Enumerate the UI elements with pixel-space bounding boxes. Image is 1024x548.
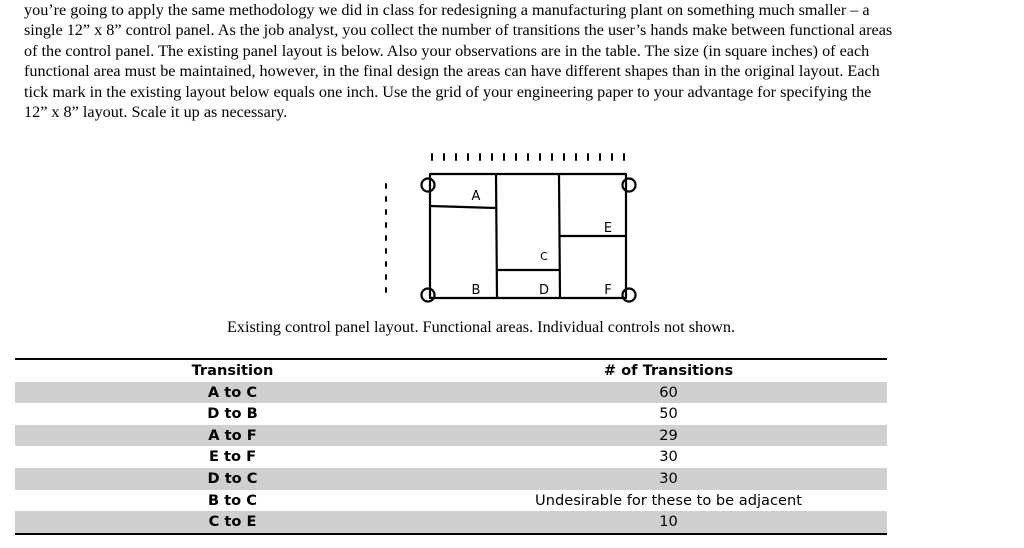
transitions-table [15, 358, 887, 535]
area-label-b: B [471, 283, 481, 298]
divider-a-b [430, 206, 496, 208]
statement-line: functional area must be maintained, however, in the final design the areas can have different shapes than in the original layout. Each [24, 62, 880, 81]
count-cell: 60 [450, 382, 887, 404]
area-label-f: F [604, 283, 612, 298]
table-row [15, 446, 887, 468]
area-label-c: C [540, 250, 548, 263]
mount-hole-icon [623, 289, 636, 302]
area-label-a: A [471, 189, 481, 204]
diagram-caption: Existing control panel layout. Functional areas. Individual controls not shown. [227, 318, 736, 336]
area-label-e: E [603, 221, 613, 236]
transition-cell: A to C [207, 383, 258, 401]
transition-cell: B to C [208, 491, 257, 509]
mount-hole-icon [422, 289, 435, 302]
divider-b-cd [496, 174, 497, 298]
statement-line: of the control panel. The existing panel layout is below. Also your observations are in the table. The size (in square inches) of each [24, 41, 870, 60]
table-row [15, 490, 887, 512]
statement-line: tick mark in the existing layout below equals one inch. Use the grid of your engineering paper to your advantage for specifying the [24, 82, 872, 101]
transition-cell: D to C [207, 469, 258, 487]
control-panel-diagram [360, 148, 650, 308]
table-row [15, 425, 887, 447]
header-count: # of Transitions [603, 362, 734, 379]
table-row [15, 468, 887, 490]
transition-cell: C to E [208, 513, 257, 531]
count-cell: 10 [450, 511, 887, 534]
count-cell: Undesirable for these to be adjacent [535, 491, 802, 509]
mount-hole-icon [623, 179, 636, 192]
transition-cell: E to F [208, 448, 257, 466]
transition-cell: A to F [208, 426, 257, 444]
header-transition: Transition [191, 362, 274, 379]
top-tick-marks [432, 154, 624, 160]
transition-cell: D to B [207, 405, 258, 423]
statement-line: 12” x 8” layout. Scale it up as necessary. [24, 103, 288, 122]
statement-line: single 12” x 8” control panel. As the job analyst, you collect the number of transitions the user’s hands make between functional areas [24, 21, 893, 40]
divider-cd-ef [559, 174, 560, 298]
count-cell: 30 [659, 448, 678, 466]
table-row [15, 403, 887, 425]
count-cell: 30 [450, 468, 887, 490]
table-row [15, 382, 887, 404]
table-header-row [15, 359, 887, 382]
table-row [15, 511, 887, 534]
count-cell: 50 [659, 405, 678, 423]
problem-statement [24, 0, 1009, 122]
statement-line: you’re going to apply the same methodology we did in class for redesigning a manufacturing plant on something much smaller – a [24, 1, 870, 19]
area-label-d: D [538, 283, 550, 298]
count-cell: 29 [450, 425, 887, 447]
mount-hole-icon [422, 179, 435, 192]
